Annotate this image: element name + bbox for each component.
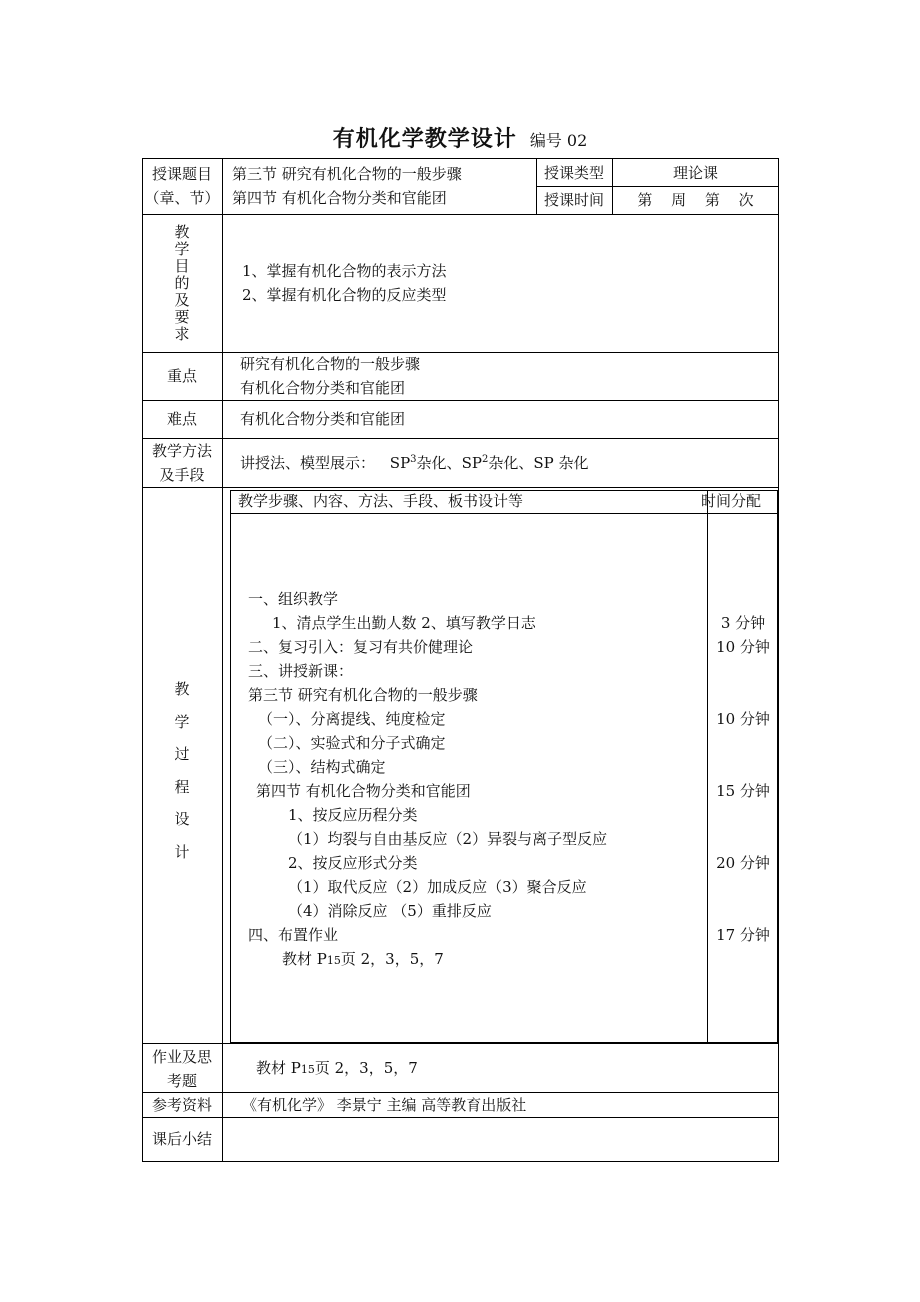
- process-step: 1、按反应历程分类: [288, 806, 418, 824]
- time-allocation: 3 分钟: [720, 614, 766, 632]
- process-content-header: 教学步骤、内容、方法、手段、板书设计等: [238, 492, 524, 510]
- difficulty-label: 难点: [166, 410, 197, 428]
- methods-label: 教学方法 及手段: [151, 442, 212, 484]
- process-step: 三、讲授新课：: [248, 662, 354, 680]
- document-code: 编号 02: [529, 131, 588, 150]
- process-homework-line: 教材 P15页 2，3，5，7: [282, 950, 444, 968]
- process-step: 四、布置作业: [248, 926, 339, 944]
- process-step: （1）均裂与自由基反应（2）异裂与离子型反应: [288, 830, 608, 848]
- time-allocation: 17 分钟: [716, 926, 770, 944]
- process-step: 二、复习引入：复习有共价健理论: [248, 638, 474, 656]
- process-step: （一）、分离提线、纯度检定: [258, 710, 446, 728]
- objective-item: 2、掌握有机化合物的反应类型: [242, 286, 447, 304]
- class-type-value: 理论课: [672, 164, 718, 182]
- process-step: 一、组织教学: [248, 590, 339, 608]
- topic-line-1: 第三节 研究有机化合物的一般步骤: [232, 165, 462, 183]
- homework-label: 作业及思 考题: [151, 1048, 212, 1090]
- references-value: 《有机化学》 李景宁 主编 高等教育出版社: [242, 1096, 527, 1114]
- process-step: 1、清点学生出勤人数 2、填写教学日志: [272, 614, 536, 632]
- process-label: 教 学 过 程 设 计: [174, 680, 190, 861]
- time-allocation: 10 分钟: [716, 710, 770, 728]
- topic-label: 授课题目 （章、节）: [144, 165, 220, 207]
- process-step: 第三节 研究有机化合物的一般步骤: [248, 686, 478, 704]
- process-step: （1）取代反应（2）加成反应（3）聚合反应: [288, 878, 587, 896]
- class-time-label: 授课时间: [543, 191, 604, 209]
- class-type-label: 授课类型: [543, 164, 604, 182]
- key-point-item: 研究有机化合物的一般步骤: [240, 355, 421, 373]
- key-points-label: 重点: [166, 367, 197, 385]
- process-step: （4）消除反应 （5）重排反应: [288, 902, 492, 920]
- objectives-label: 教 学 目 的 及 要 求: [174, 223, 190, 343]
- process-step: 2、按反应形式分类: [288, 854, 418, 872]
- process-time-header: 时间分配: [700, 492, 761, 510]
- process-step: （二）、实验式和分子式确定: [258, 734, 446, 752]
- class-time-value: 第 周 第 次: [637, 191, 754, 209]
- time-allocation: 15 分钟: [716, 782, 770, 800]
- time-allocation: 10 分钟: [716, 638, 770, 656]
- time-allocation: 20 分钟: [716, 854, 770, 872]
- process-step: 第四节 有机化合物分类和官能团: [256, 782, 471, 800]
- key-point-item: 有机化合物分类和官能团: [240, 379, 406, 397]
- process-step: （三）、结构式确定: [258, 758, 386, 776]
- homework-value: 教材 P15页 2，3，5，7: [256, 1059, 418, 1077]
- topic-line-2: 第四节 有机化合物分类和官能团: [232, 189, 447, 207]
- summary-label: 课后小结: [151, 1130, 212, 1148]
- page-title: 有机化学教学设计: [332, 127, 517, 152]
- references-label: 参考资料: [151, 1096, 212, 1114]
- objective-item: 1、掌握有机化合物的表示方法: [242, 262, 447, 280]
- methods-value: 讲授法、模型展示： $SP^3$杂化、$SP^2$杂化、SP 杂化: [240, 454, 589, 472]
- difficulty-value: 有机化合物分类和官能团: [240, 410, 406, 428]
- page-title-block: [0, 122, 920, 153]
